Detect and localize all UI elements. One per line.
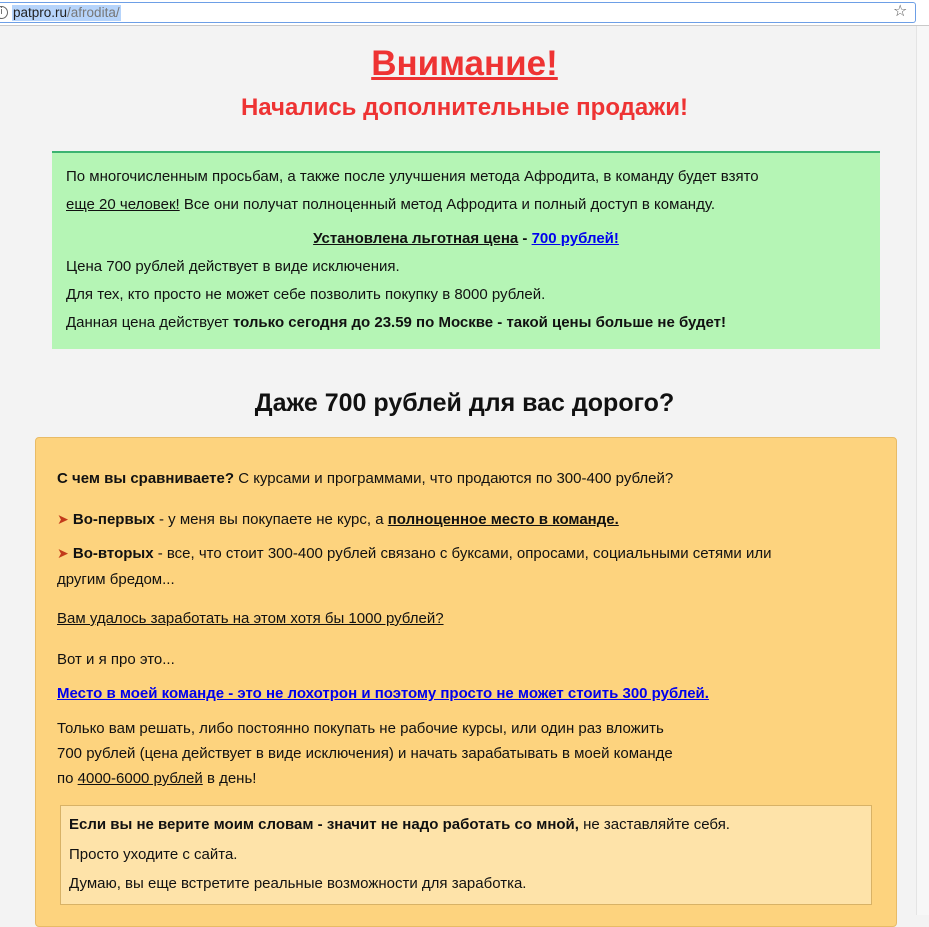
warning-box — [60, 805, 872, 905]
section-heading: Даже 700 рублей для вас дорого? — [254, 389, 675, 417]
second-label: Во-вторых — [72, 545, 154, 562]
notice-line-3-start: Данная цена действует — [66, 314, 233, 331]
income-link: 4000-6000 рублей — [77, 770, 203, 787]
page-subtitle: Начались дополнительные продажи! — [240, 94, 689, 121]
decide-line-2: 700 рублей (цена действует в виде исключения) и начать зарабатывать в моей команде — [57, 745, 673, 762]
decide-line-1: Только вам решать, либо постоянно покупать не рабочие курсы, или один раз вложить — [57, 720, 664, 737]
address-bar[interactable] — [0, 0, 929, 26]
second-text-cont: другим бредом... — [57, 571, 175, 588]
url-path: /afrodita/ — [67, 5, 120, 20]
team-link[interactable]: Место в моей команде - это не лохотрон и поэтому просто не может стоить 300 рублей. — [57, 685, 709, 702]
page-title: Внимание! — [371, 44, 558, 83]
price-label: Установлена льготная цена — [313, 230, 519, 247]
decide-paragraph — [57, 716, 875, 791]
notice-paragraph — [66, 163, 866, 219]
scrollbar[interactable] — [916, 26, 929, 915]
about-line: Вот и я про это... — [57, 651, 175, 668]
url-text[interactable] — [12, 5, 121, 21]
team-link-line — [57, 681, 875, 706]
warning-line-2: Просто уходите с сайта. — [69, 846, 238, 863]
twenty-people-link: еще 20 человек! — [66, 196, 180, 213]
question-line — [57, 466, 875, 491]
notice-line-3 — [66, 309, 866, 337]
first-label: Во-первых — [72, 511, 155, 528]
url-field[interactable] — [0, 2, 916, 23]
bookmark-star-icon[interactable]: ☆ — [893, 1, 908, 20]
second-text: - все, что стоит 300-400 рублей связано с буксами, опросами, социальными сетями или — [153, 545, 772, 562]
decide-line-3-start: по — [57, 770, 78, 787]
earned-question: Вам удалось заработать на этом хотя бы 1000 рублей? — [57, 610, 444, 627]
price-link[interactable]: 700 рублей! — [531, 230, 619, 247]
warning-bold: Если вы не верите моим словам - значит не надо работать со мной, — [69, 816, 579, 833]
notice-text: По многочисленным просьбам, а также после улучшения метода Афродита, в команду будет взято — [66, 168, 759, 185]
warning-line-1 — [69, 815, 730, 835]
first-point — [57, 507, 875, 533]
second-point — [57, 541, 875, 592]
price-separator: - — [518, 230, 532, 247]
arrow-icon: ➤ — [57, 546, 69, 562]
warning-rest: не заставляйте себя. — [578, 816, 730, 833]
team-place-link: полноценное место в команде. — [387, 511, 619, 528]
deadline-text: только сегодня до 23.59 по Москве - такой цены больше не будет! — [232, 314, 727, 331]
info-icon[interactable]: i — [0, 6, 8, 19]
notice-line-1: Цена 700 рублей действует в виде исключения. — [66, 258, 400, 275]
url-domain: patpro.ru — [13, 5, 68, 20]
decide-line-3-end: в день! — [202, 770, 257, 787]
first-text: - у меня вы покупаете не курс, а — [154, 511, 388, 528]
warning-line-3: Думаю, вы еще встретите реальные возможности для заработка. — [69, 875, 527, 892]
notice-box — [52, 151, 880, 349]
arrow-icon: ➤ — [57, 512, 69, 528]
notice-line-2: Для тех, кто просто не может себе позволить покупку в 8000 рублей. — [66, 286, 546, 303]
question-bold: С чем вы сравниваете? — [57, 470, 235, 487]
notice-rest: Все они получат полноценный метод Афродита и полный доступ в команду. — [179, 196, 715, 213]
price-line — [66, 225, 866, 253]
question-rest: С курсами и программами, что продаются по 300-400 рублей? — [234, 470, 674, 487]
